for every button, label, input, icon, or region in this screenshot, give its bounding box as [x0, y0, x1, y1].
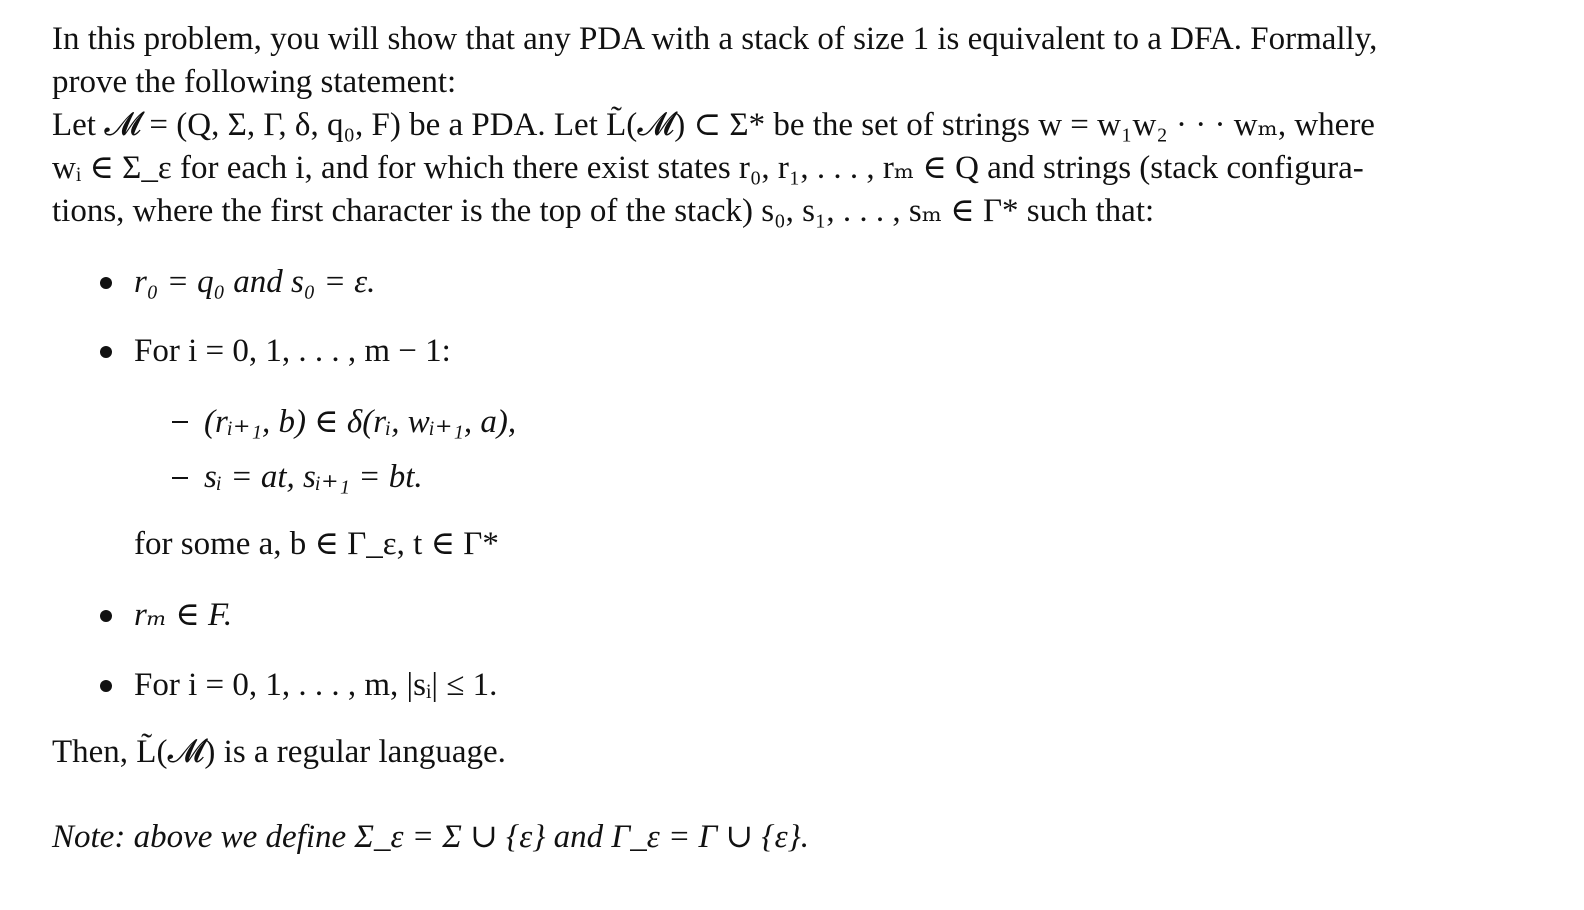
intro-line-1: In this problem, you will show that any PDA with a stack of size 1 is equivalent to a DFA. Formally, [52, 21, 1378, 57]
intro-line-4: wᵢ ∈ Σ_ε for each i, and for which there exist states r₀, r₁, . . . , rₘ ∈ Q and strings (stack configura- [52, 150, 1364, 186]
dash-icon [172, 421, 188, 423]
condition-transition-delta: (rᵢ₊₁, b) ∈ δ(rᵢ, wᵢ₊₁, a), [204, 404, 517, 440]
bullet-icon [100, 277, 112, 289]
bullet-icon [100, 346, 112, 358]
intro-line-3: Let 𝓜 = (Q, Σ, Γ, δ, q₀, F) be a PDA. Let L̃(𝓜) ⊂ Σ* be the set of strings w = w₁w₂ · · · wₘ, where [52, 107, 1375, 143]
condition-stack-size: For i = 0, 1, . . . , m, |sᵢ| ≤ 1. [134, 667, 498, 703]
condition-transition: For i = 0, 1, . . . , m − 1: [134, 333, 451, 369]
condition-transition-quantifier: for some a, b ∈ Γ_ε, t ∈ Γ* [134, 526, 499, 562]
dash-icon [172, 477, 188, 479]
intro-line-2: prove the following statement: [52, 64, 457, 100]
problem-statement [52, 18, 1542, 233]
note: Note: above we define Σ_ε = Σ ∪ {ε} and Γ_ε = Γ ∪ {ε}. [52, 819, 810, 855]
condition-transition-stack: sᵢ = at, sᵢ₊₁ = bt. [204, 459, 423, 495]
intro-line-5: tions, where the first character is the top of the stack) s₀, s₁, . . . , sₘ ∈ Γ* such that: [52, 193, 1155, 229]
bullet-icon [100, 680, 112, 692]
bullet-icon [100, 610, 112, 622]
condition-initial: r₀ = q₀ and s₀ = ε. [134, 264, 376, 300]
condition-accept: rₘ ∈ F. [134, 597, 233, 633]
conclusion: Then, L̃(𝓜) is a regular language. [52, 734, 506, 770]
